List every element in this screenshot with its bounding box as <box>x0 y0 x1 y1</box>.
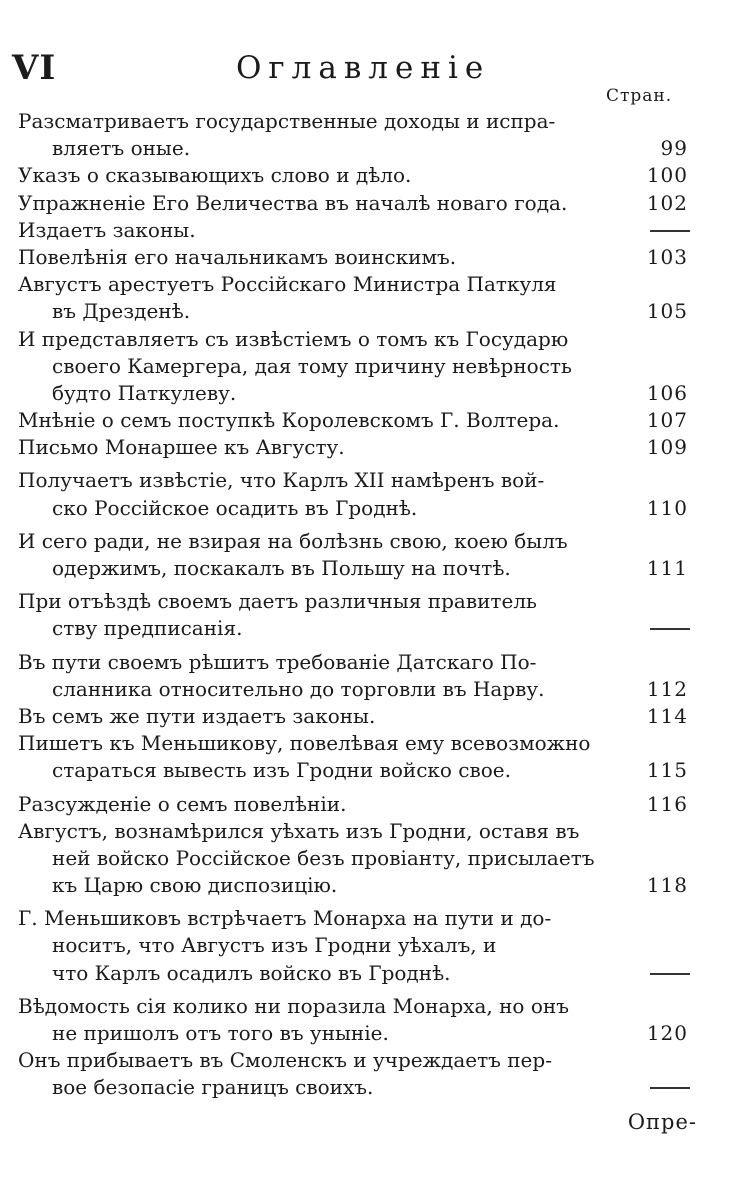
toc-page-number: 115 <box>646 758 688 783</box>
toc-entry-text: И представляетъ съ извѣстіемъ о томъ къ Государю <box>18 326 569 351</box>
toc-entry-text: Августъ, вознамѣрился уѣхать изъ Гродни, оставя въ <box>18 818 580 843</box>
toc-entry-text: Издаетъ законы. <box>18 217 196 242</box>
toc-entry-line <box>18 993 708 1020</box>
toc-entry-line <box>18 271 708 298</box>
toc-page-number: 112 <box>646 676 688 701</box>
toc-entry-line <box>18 407 708 434</box>
toc-page-number <box>650 230 690 232</box>
page-title: Оглавленіе <box>236 50 491 86</box>
toc-entry-text: носитъ, что Августъ изъ Гродни уѣхалъ, и <box>52 933 497 958</box>
toc-entry-text: При отъѣздѣ своемъ даетъ различныя правитель <box>18 589 537 614</box>
toc-entry-line <box>18 108 708 135</box>
toc-entry-text: вляетъ оные. <box>52 136 191 161</box>
toc-entry-line <box>18 960 708 987</box>
toc-page-number <box>650 973 690 975</box>
toc-entry <box>18 190 708 217</box>
toc-entry-line <box>18 872 708 899</box>
toc-entry <box>18 162 708 189</box>
toc-entry-line <box>18 588 708 615</box>
toc-entry <box>18 407 708 434</box>
toc-entry <box>18 649 708 703</box>
toc-entry <box>18 467 708 521</box>
toc-entry <box>18 818 708 900</box>
toc-entry-line <box>18 757 708 784</box>
toc-entry <box>18 271 708 325</box>
toc-entry-line <box>18 467 708 494</box>
toc-entry <box>18 905 708 987</box>
toc-entry-text: Указъ о сказывающихъ слово и дѣло. <box>18 163 412 188</box>
toc-entry-line <box>18 1047 708 1074</box>
toc-entry-line <box>18 190 708 217</box>
toc-entry-line <box>18 298 708 325</box>
toc-entry <box>18 326 708 408</box>
toc-entry-line <box>18 380 708 407</box>
toc-entry-text: И сего ради, не взирая на болѣзнь свою, коею былъ <box>18 528 568 553</box>
toc-entry <box>18 528 708 582</box>
toc-entry-text: стараться вывесть изъ Гродни войско свое. <box>52 758 511 783</box>
table-of-contents <box>18 108 708 1102</box>
toc-entry-text: Получаетъ извѣстіе, что Карлъ XII намѣренъ вой- <box>18 468 545 493</box>
toc-entry-text: ско Россійское осадить въ Гроднѣ. <box>52 495 418 520</box>
toc-entry-text: въ Дрезденѣ. <box>52 299 191 324</box>
toc-entry <box>18 244 708 271</box>
toc-page-number: 107 <box>646 408 688 433</box>
toc-entry <box>18 703 708 730</box>
toc-page-number: 99 <box>660 136 688 161</box>
toc-entry-text: Вѣдомость сія колико ни поразила Монарха, но онъ <box>18 993 569 1018</box>
toc-page-number: 110 <box>646 495 688 520</box>
toc-page-number: 118 <box>646 873 688 898</box>
toc-entry-text: Г. Меньшиковъ встрѣчаетъ Монарха на пути и до- <box>18 906 552 931</box>
toc-entry-line <box>18 1020 708 1047</box>
toc-entry-text: что Карлъ осадилъ войско въ Гроднѣ. <box>52 960 451 985</box>
toc-entry-line <box>18 528 708 555</box>
toc-page-number: 105 <box>646 299 688 324</box>
toc-entry-text: къ Царю свою диспозицію. <box>52 873 338 898</box>
toc-entry-text: ству предписанія. <box>52 616 243 641</box>
toc-entry <box>18 588 708 642</box>
toc-entry-text: ней войско Россійское безъ провіанту, присылаетъ <box>52 845 595 870</box>
toc-entry-text: не пришолъ отъ того въ уныніе. <box>52 1021 389 1045</box>
toc-entry-line <box>18 676 708 703</box>
toc-page-number: 106 <box>646 380 688 405</box>
toc-entry-text: Повелѣнія его начальникамъ воинскимъ. <box>18 244 457 269</box>
toc-entry-line <box>18 162 708 189</box>
toc-entry-text: Пишетъ къ Меньшикову, повелѣвая ему всевозможно <box>18 731 591 756</box>
toc-entry-line <box>18 434 708 461</box>
toc-entry <box>18 108 708 162</box>
toc-entry-text: Въ пути своемъ рѣшитъ требованіе Датскаго По- <box>18 649 537 674</box>
toc-entry-line <box>18 217 708 244</box>
toc-entry-line <box>18 326 708 353</box>
toc-entry-text: Въ семъ же пути издаетъ законы. <box>18 703 376 728</box>
toc-entry-text: сланника относительно до торговли въ Нарву. <box>52 676 545 701</box>
toc-entry-text: будто Паткулеву. <box>52 380 237 405</box>
toc-entry-text: своего Камергера, дая тому причину невѣрность <box>52 353 572 378</box>
toc-entry-text: Разсматриваетъ государственные доходы и испра- <box>18 109 556 133</box>
toc-page-number: 102 <box>646 190 688 215</box>
toc-entry <box>18 1047 708 1101</box>
toc-entry-line <box>18 495 708 522</box>
toc-entry-line <box>18 845 708 872</box>
toc-page-number: 103 <box>646 244 688 269</box>
toc-page-number <box>650 628 690 630</box>
toc-page-number: 116 <box>646 791 688 816</box>
toc-entry-line <box>18 135 708 162</box>
toc-entry-line <box>18 932 708 959</box>
toc-entry-text: вое безопасіе границъ своихъ. <box>52 1075 374 1100</box>
page-column-header: Стран. <box>606 86 673 106</box>
toc-entry-text: Онъ прибываетъ въ Смоленскъ и учреждаетъ пер- <box>18 1048 552 1073</box>
toc-entry-line <box>18 818 708 845</box>
toc-page-number: 120 <box>646 1021 688 1045</box>
toc-entry <box>18 217 708 244</box>
toc-page-number: 114 <box>646 703 688 728</box>
toc-entry <box>18 730 708 784</box>
toc-entry <box>18 791 708 818</box>
page-number: VI <box>12 48 57 88</box>
toc-entry-line <box>18 353 708 380</box>
toc-entry-line <box>18 703 708 730</box>
toc-entry-text: Августъ арестуетъ Россійскаго Министра Паткуля <box>18 272 557 297</box>
toc-entry <box>18 993 708 1047</box>
toc-entry-text: одержимъ, поскакалъ въ Польшу на почтѣ. <box>52 556 511 580</box>
toc-entry <box>18 434 708 461</box>
toc-entry-text: Мнѣніе о семъ поступкѣ Королевскомъ Г. Волтера. <box>18 408 560 433</box>
toc-page-number: 100 <box>646 163 688 188</box>
toc-entry-line <box>18 905 708 932</box>
toc-entry-line <box>18 649 708 676</box>
toc-entry-line <box>18 791 708 818</box>
toc-page-number: 109 <box>646 435 688 460</box>
toc-entry-text: Письмо Монаршее къ Августу. <box>18 435 345 460</box>
toc-entry-text: Разсужденіе о семъ повелѣніи. <box>18 791 347 816</box>
toc-page-number <box>650 1087 690 1089</box>
toc-entry-text: Упражненіе Его Величества въ началѣ новаго года. <box>18 190 568 215</box>
catchword: Опре- <box>627 1110 697 1134</box>
toc-entry-line <box>18 615 708 642</box>
toc-entry-line <box>18 730 708 757</box>
toc-entry-line <box>18 555 708 582</box>
toc-entry-line <box>18 1074 708 1101</box>
toc-page-number: 111 <box>646 556 688 580</box>
toc-entry-line <box>18 244 708 271</box>
